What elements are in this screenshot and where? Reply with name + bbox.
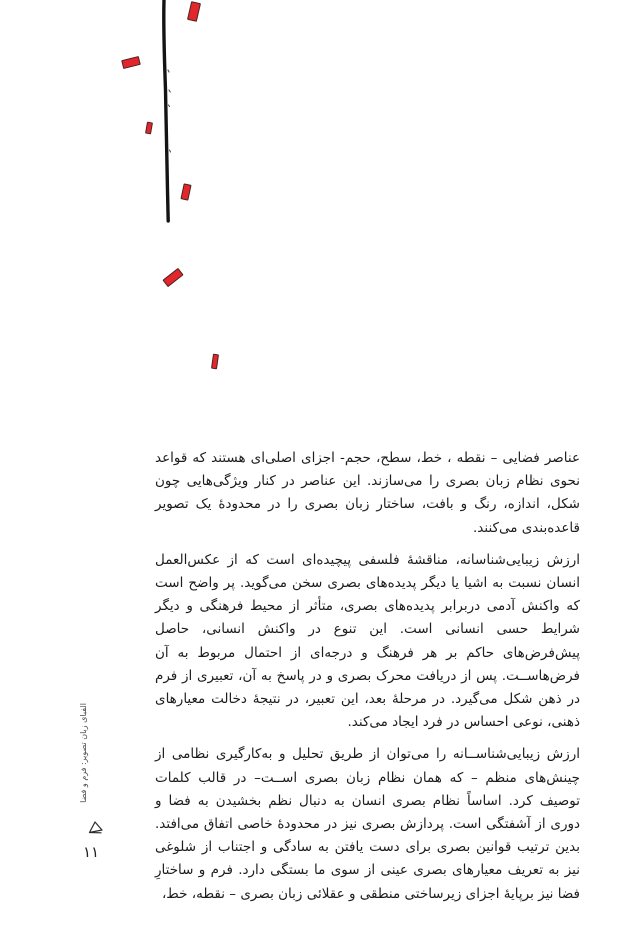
triangle-icon — [87, 820, 105, 837]
page-number: ۱۱ — [82, 843, 100, 861]
red-paint-mark — [162, 268, 183, 287]
red-paint-mark — [211, 354, 219, 370]
paragraph-2: ارزش زیبایی‌شناسانه، مناقشهٔ فلسفی پیچیده‌ای است که از عکس‌العمل انسان نسبت به اشیا یا دیگر پدیده‌های بصری سخن می‌گوید. پر واضح است که واکنش آدمی دربرابر پدیده‌های بصری، متأثر از محیط فرهنگی و دیگر شرایط حسی انسانی است. این تنوع در واکنش انسانی، حاصل پیش‌فرض‌های حاکم بر هر فرهنگ و درجه‌ای از احتمال مربوط به آن فرض‌هاســت. پس از دریافت محرک بصری و در پاسخ به آن، تعبیری از فرم در ذهن شکل می‌گیرد. در مرحلهٔ بعد، این تعبیر، در نتیجهٔ دخالت معیارهای ذهنی، نوعی احساس در فرد ایجاد می‌کند. — [155, 551, 580, 731]
margin-running-title: الفبای زبان تصویر: فرم و فضا — [79, 703, 88, 803]
vertical-ink-line — [0, 0, 240, 240]
body-text — [155, 447, 580, 906]
paragraph-1: عناصر فضایی – نقطه ، خط، سطح، حجم- اجزای اصلی‌ای هستند که قواعد نحوی نظام زبان بصری را می‌سازند. این عناصر در کنار ویژگی‌هایی چون شکل، اندازه، رنگ و بافت، ساختار زبان بصری را در محدودهٔ یک تصویر قاعده‌بندی می‌کنند. — [155, 450, 580, 536]
paragraph-3: ارزش زیبایی‌شناســانه را می‌توان از طریق تحلیل و به‌کارگیری نظامی از چینش‌های منظم – که همان نظام زبان بصری اســت– در قالب کلمات توصیف کرد. اساساً نظام بصری انسان به دنبال نظم بخشیدن به فضا و دوری از آشفتگی است. پردازش بصری نیز در محدودهٔ خاصی اتفاق می‌افتد. بدین ترتیب قوانین بصری برای دست یافتن به سادگی و اجتناب از شلوغی نیز به تعریف معیارهای بصری عینی از سوی ما بستگی دارد. فرم و ساختارِ فضا نیز برپایهٔ اجزای زیرساختی منطقی و عقلائی زبان بصری – نقطه، خط، — [155, 746, 580, 902]
